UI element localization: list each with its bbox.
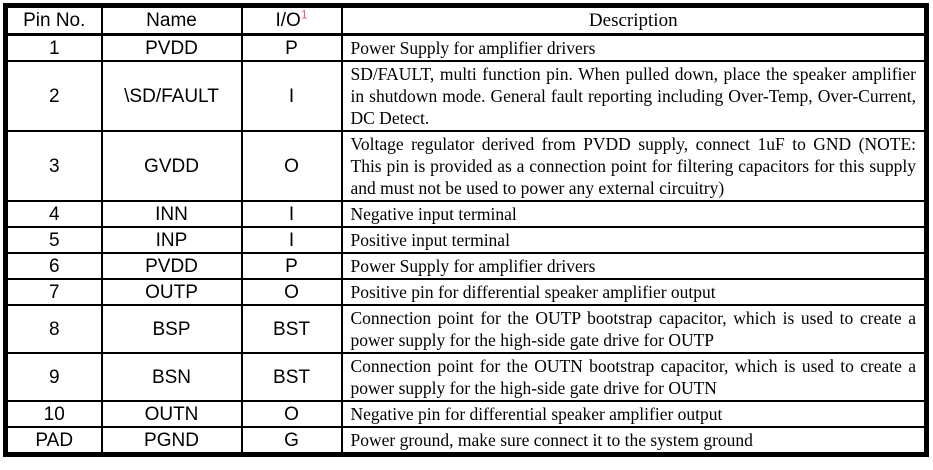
table-row bbox=[6, 353, 927, 401]
pin-io-cell: BST bbox=[242, 305, 342, 353]
io-footnote-superscript: 1 bbox=[300, 7, 308, 22]
pin-number-cell: 9 bbox=[6, 353, 102, 401]
pin-description-cell: Power Supply for amplifier drivers bbox=[342, 253, 927, 279]
pin-name-cell: INN bbox=[102, 201, 242, 227]
pin-io-cell: I bbox=[242, 227, 342, 253]
pin-number-cell: 3 bbox=[6, 131, 102, 201]
pin-table-body bbox=[6, 35, 927, 455]
pin-description-cell: SD/FAULT, multi function pin. When pulled down, place the speaker amplifier in shutdown mode. General fault reporting including Over-Temp, Over-Current, DC Detect. bbox=[342, 61, 927, 131]
pin-number-cell: 7 bbox=[6, 279, 102, 305]
pin-name-cell: INP bbox=[102, 227, 242, 253]
header-io-label: I/O bbox=[275, 10, 301, 31]
pin-description-cell: Voltage regulator derived from PVDD supply, connect 1uF to GND (NOTE: This pin is provided as a connection point for filtering capacitors for this supply and must not be used to power any external circuitry) bbox=[342, 131, 927, 201]
table-row bbox=[6, 253, 927, 279]
pin-number-cell: 8 bbox=[6, 305, 102, 353]
pin-name-cell: OUTP bbox=[102, 279, 242, 305]
header-io bbox=[242, 6, 342, 35]
table-row bbox=[6, 227, 927, 253]
pin-io-cell: O bbox=[242, 279, 342, 305]
table-row bbox=[6, 61, 927, 131]
pin-name-cell: PGND bbox=[102, 427, 242, 455]
pin-name-cell: GVDD bbox=[102, 131, 242, 201]
pin-io-cell: O bbox=[242, 131, 342, 201]
pin-name-cell: PVDD bbox=[102, 253, 242, 279]
pin-io-cell: P bbox=[242, 35, 342, 62]
table-row bbox=[6, 35, 927, 62]
header-pin-no: Pin No. bbox=[6, 6, 102, 35]
pin-name-cell: \SD/FAULT bbox=[102, 61, 242, 131]
pin-description-cell: Negative pin for differential speaker amplifier output bbox=[342, 401, 927, 427]
table-row bbox=[6, 305, 927, 353]
pin-number-cell: 5 bbox=[6, 227, 102, 253]
pin-io-cell: I bbox=[242, 61, 342, 131]
pin-description-cell: Positive pin for differential speaker amplifier output bbox=[342, 279, 927, 305]
table-row bbox=[6, 201, 927, 227]
pin-description-cell: Connection point for the OUTN bootstrap capacitor, which is used to create a power supply for the high-side gate drive for OUTN bbox=[342, 353, 927, 401]
table-row bbox=[6, 131, 927, 201]
pin-description-cell: Power Supply for amplifier drivers bbox=[342, 35, 927, 62]
pin-io-cell: O bbox=[242, 401, 342, 427]
pin-number-cell: 1 bbox=[6, 35, 102, 62]
pin-io-cell: G bbox=[242, 427, 342, 455]
header-description: Description bbox=[342, 6, 927, 35]
pin-number-cell: 6 bbox=[6, 253, 102, 279]
pin-name-cell: BSP bbox=[102, 305, 242, 353]
pin-description-cell: Positive input terminal bbox=[342, 227, 927, 253]
pin-description-cell: Connection point for the OUTP bootstrap capacitor, which is used to create a power supply for the high-side gate drive for OUTP bbox=[342, 305, 927, 353]
table-row bbox=[6, 427, 927, 455]
pin-io-cell: I bbox=[242, 201, 342, 227]
pin-name-cell: BSN bbox=[102, 353, 242, 401]
header-name: Name bbox=[102, 6, 242, 35]
pin-number-cell: 4 bbox=[6, 201, 102, 227]
pin-name-cell: OUTN bbox=[102, 401, 242, 427]
pin-description-cell: Negative input terminal bbox=[342, 201, 927, 227]
pin-number-cell: 10 bbox=[6, 401, 102, 427]
table-header-row bbox=[6, 6, 927, 35]
pin-number-cell: 2 bbox=[6, 61, 102, 131]
pin-io-cell: P bbox=[242, 253, 342, 279]
pin-description-cell: Power ground, make sure connect it to the system ground bbox=[342, 427, 927, 455]
pin-io-cell: BST bbox=[242, 353, 342, 401]
table-row bbox=[6, 279, 927, 305]
table-row bbox=[6, 401, 927, 427]
pin-name-cell: PVDD bbox=[102, 35, 242, 62]
pin-description-table bbox=[3, 3, 929, 457]
pin-number-cell: PAD bbox=[6, 427, 102, 455]
